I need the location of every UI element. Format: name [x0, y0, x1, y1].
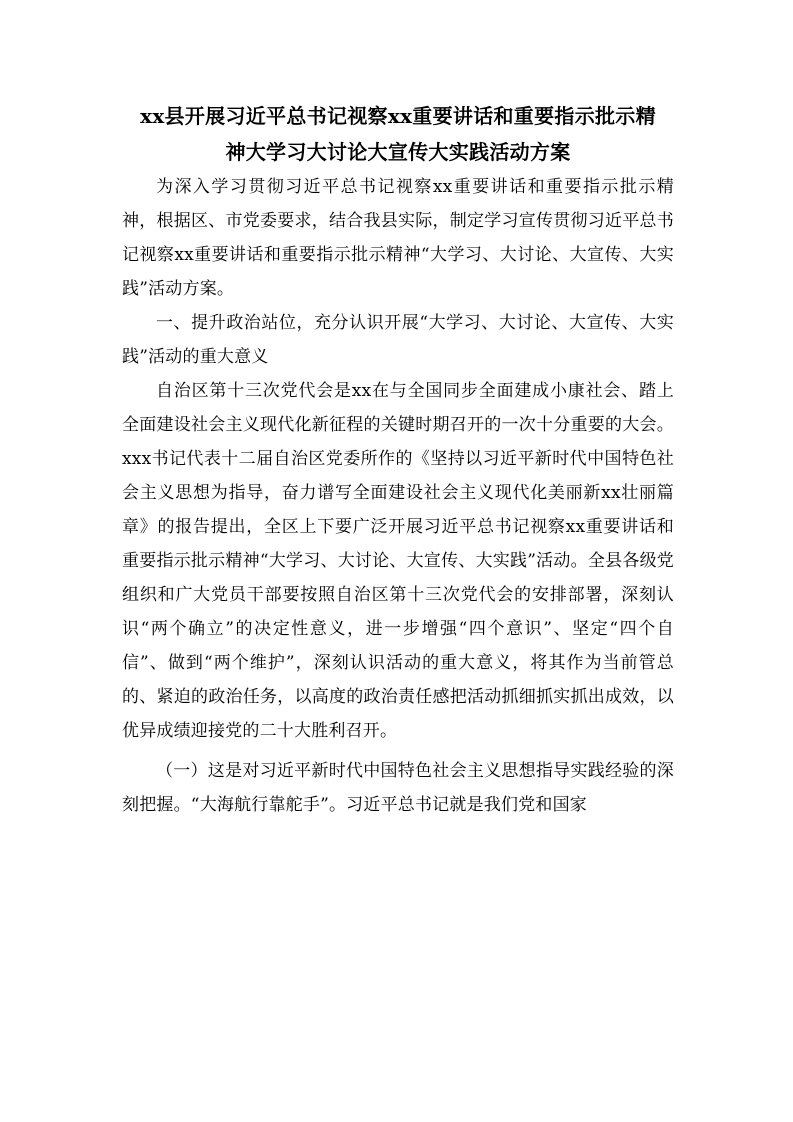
section-heading-1: 一、提升政治站位，充分认识开展“大学习、大讨论、大宣传、大实践”活动的重大意义 — [122, 313, 674, 367]
document-title — [122, 98, 674, 170]
subsection-paragraph-1: （一）这是对习近平新时代中国特色社会主义思想指导实践经验的深刻把握。“大海航行靠舵手”。习近平总书记就是我们党和国家 — [122, 761, 674, 815]
document-page — [122, 98, 674, 822]
title-line-1: xx县开展习近平总书记视察xx重要讲话和重要指示批示精 — [140, 104, 656, 128]
title-line-2: 神大学习大讨论大宣传大实践活动方案 — [225, 140, 571, 164]
intro-paragraph: 为深入学习贯彻习近平总书记视察xx重要讲话和重要指示批示精神，根据区、市党委要求，结合我县实际，制定学习宣传贯彻习近平总书记视察xx重要讲话和重要指示批示精神“大学习、大讨论、大宣传、大实践”活动方案。 — [122, 177, 674, 299]
body-paragraph: 自治区第十三次党代会是xx在与全国同步全面建成小康社会、踏上全面建设社会主义现代化新征程的关键时期召开的一次十分重要的大会。xxx书记代表十二届自治区党委所作的《坚持以习近平新时代中国特色社会主义思想为指导，奋力谱写全面建设社会主义现代化美丽新xx壮丽篇章》的报告提出，全区上下要广泛开展习近平总书记视察xx重要讲话和重要指示批示精神“大学习、大讨论、大宣传、大实践”活动。全县各级党组织和广大党员干部要按照自治区第十三次党代会的安排部署，深刻认识“两个确立”的决定性意义，进一步增强“四个意识”、坚定“四个自信”、做到“两个维护”，深刻认识活动的重大意义，将其作为当前管总的、紧迫的政治任务，以高度的政治责任感把活动抓细抓实抓出成效，以优异成绩迎接党的二十大胜利召开。 — [122, 381, 674, 741]
